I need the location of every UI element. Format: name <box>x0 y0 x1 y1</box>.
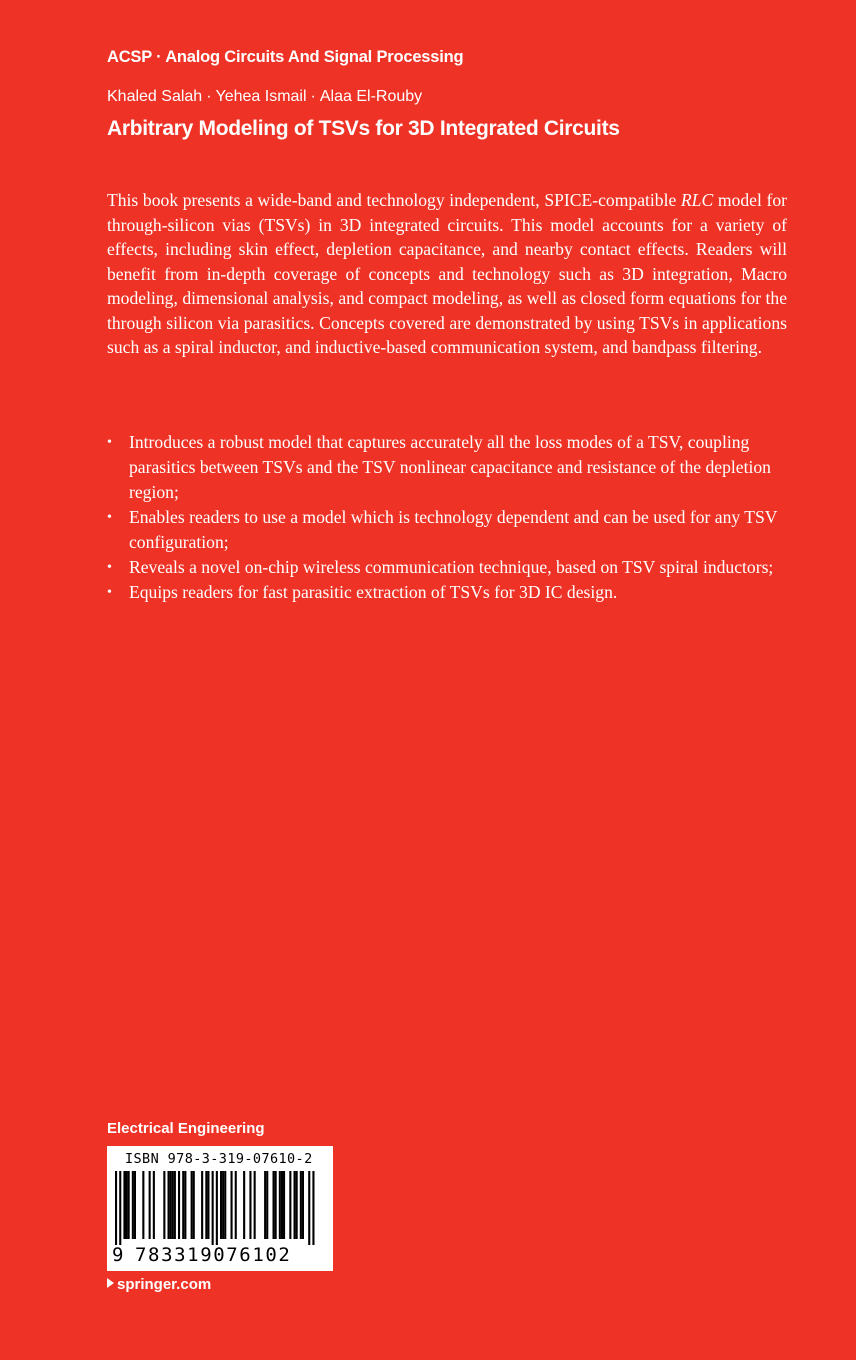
barcode-bar <box>163 1171 165 1239</box>
description-text: model for through-silicon vias (TSVs) in 3D integrated circuits. This model accounts for a variety of effects, including skin effect, depletion capacitance, and nearby contact effects. Readers will benefit from in-depth coverage of concepts and technology such as 3D integration, Macro modeling, dimensional analysis, and compact modeling, as well as closed form equations for the through silicon via parasitics. Concepts covered are demonstrated by using TSVs in applications such as a spiral inductor, and inductive-based communication system, and bandpass filtering. <box>107 190 787 357</box>
barcode-bar <box>178 1171 180 1239</box>
barcode-bar <box>243 1171 245 1239</box>
feature-text: Reveals a novel on-chip wireless communication technique, based on TSV spiral inductors; <box>129 557 774 577</box>
barcode-bar <box>193 1171 195 1239</box>
barcode-bar <box>300 1171 302 1239</box>
barcode-bar <box>220 1171 222 1239</box>
barcode-bar <box>153 1171 155 1239</box>
description-text: This book presents a wide-band and technology independent, SPICE-compatible <box>107 190 681 210</box>
book-description <box>107 188 787 360</box>
barcode-bar <box>296 1171 298 1239</box>
barcode-bar <box>168 1171 170 1239</box>
barcode-bar <box>275 1171 277 1239</box>
barcode-digits: 783319076102 <box>135 1244 292 1266</box>
feature-text: Enables readers to use a model which is technology dependent and can be used for any TSV configuration; <box>129 507 778 552</box>
description-emphasis: RLC <box>680 190 714 210</box>
barcode-bar <box>312 1171 314 1245</box>
barcode-bar <box>266 1171 268 1239</box>
isbn-label: ISBN 978-3-319-07610-2 <box>125 1151 313 1167</box>
barcode-bar <box>279 1171 281 1239</box>
feature-list-item <box>107 580 797 605</box>
feature-list-item <box>107 555 797 580</box>
barcode-bar <box>201 1171 203 1239</box>
barcode-bar <box>142 1171 144 1239</box>
barcode-bar <box>134 1171 136 1239</box>
author-name: Khaled Salah <box>107 88 203 105</box>
barcode-bar <box>273 1171 275 1239</box>
series-title: ACSP · Analog Circuits And Signal Processing <box>107 48 464 66</box>
feature-list-item <box>107 505 797 555</box>
barcode-bar <box>191 1171 193 1239</box>
barcode-lead-digit: 9 <box>112 1244 124 1266</box>
barcode-bar <box>182 1171 184 1239</box>
bullet-icon: • <box>107 560 112 575</box>
isbn-barcode <box>107 1146 333 1271</box>
barcode-bar <box>249 1171 251 1239</box>
barcode-bar <box>289 1171 291 1239</box>
barcode-bar <box>132 1171 134 1239</box>
barcode-bar <box>212 1171 214 1245</box>
author-separator: · <box>310 88 316 105</box>
barcode-bars-icon <box>115 1171 325 1245</box>
barcode-bar <box>254 1171 256 1239</box>
barcode-bar <box>207 1171 209 1239</box>
author-name: Alaa El-Rouby <box>319 88 423 105</box>
barcode-bar <box>184 1171 186 1239</box>
barcode-bar <box>123 1171 125 1239</box>
barcode-bar <box>294 1171 296 1239</box>
feature-list <box>107 430 797 605</box>
bullet-icon: • <box>107 510 112 525</box>
barcode-bar <box>172 1171 174 1239</box>
barcode-bar <box>126 1171 128 1239</box>
barcode-bar <box>222 1171 224 1239</box>
book-title: Arbitrary Modeling of TSVs for 3D Integrated Circuits <box>107 117 620 140</box>
barcode-bar <box>119 1171 121 1245</box>
barcode-bar <box>149 1171 151 1239</box>
barcode-bar <box>302 1171 304 1239</box>
publisher-link-text: springer.com <box>117 1276 212 1293</box>
barcode-bar <box>231 1171 233 1239</box>
subject-category: Electrical Engineering <box>107 1120 265 1137</box>
author-name: Yehea Ismail <box>215 88 307 105</box>
barcode-bar <box>205 1171 207 1239</box>
feature-text: Introduces a robust model that captures accurately all the loss modes of a TSV, coupling parasitics between TSVs and the TSV nonlinear capacitance and resistance of the depletion region; <box>129 432 771 502</box>
barcode-bar <box>216 1171 218 1245</box>
barcode-bar <box>264 1171 266 1239</box>
barcode-bar <box>224 1171 226 1239</box>
arrow-right-icon <box>107 1278 114 1288</box>
barcode-bar <box>170 1171 172 1239</box>
barcode-bar <box>115 1171 117 1245</box>
feature-list-item <box>107 430 797 505</box>
barcode-bar <box>235 1171 237 1239</box>
barcode-bar <box>128 1171 130 1239</box>
barcode-bar <box>174 1171 176 1239</box>
barcode-bar <box>308 1171 310 1245</box>
bullet-icon: • <box>107 435 112 450</box>
barcode-bar <box>283 1171 285 1239</box>
barcode-bar <box>281 1171 283 1239</box>
bullet-icon: • <box>107 585 112 600</box>
feature-text: Equips readers for fast parasitic extraction of TSVs for 3D IC design. <box>129 582 618 602</box>
author-separator: · <box>206 88 212 105</box>
publisher-link[interactable] <box>107 1276 211 1293</box>
author-list <box>107 88 422 106</box>
